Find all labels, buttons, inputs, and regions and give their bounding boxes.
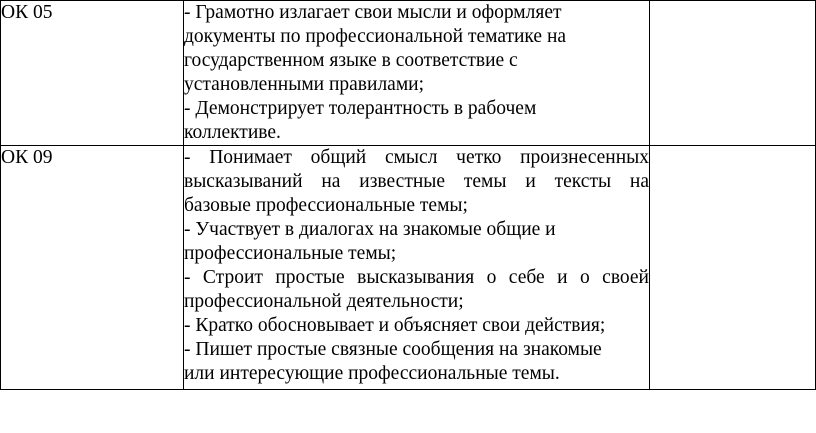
description-line: - Понимает общий смысл четко произнесенных (184, 147, 649, 168)
empty-cell (650, 146, 816, 390)
description-line: или интересующие профессиональные темы. (184, 363, 560, 384)
description-line: высказываний на известные темы и тексты на (184, 171, 649, 192)
description-line: базовые профессиональные темы; (184, 195, 468, 216)
description-line: установленными правилами; (184, 74, 425, 95)
description-line: - Демонстрирует толерантность в рабочем (184, 98, 537, 119)
description-line: - Пишет простые связные сообщения на знакомые (184, 339, 602, 360)
description-line: профессиональной деятельности; (184, 291, 464, 312)
description-line: - Строит простые высказывания о себе и о своей (184, 267, 649, 288)
competency-code: ОК 09 (1, 146, 184, 390)
description-line: профессиональные темы; (184, 243, 397, 264)
competency-description (184, 146, 650, 390)
table-row (1, 146, 816, 390)
description-line: - Кратко обосновывает и объясняет свои действия; (184, 315, 606, 336)
table-row (1, 1, 816, 146)
competency-code: ОК 05 (1, 1, 184, 146)
description-line: - Участвует в диалогах на знакомые общие и (184, 219, 556, 240)
description-line: коллективе. (184, 122, 281, 143)
description-line: документы по профессиональной тематике на (184, 26, 567, 47)
description-line: государственном языке в соответствие с (184, 50, 518, 71)
competency-description (184, 1, 650, 146)
description-line: - Грамотно излагает свои мысли и оформляет (184, 2, 562, 23)
empty-cell (650, 1, 816, 146)
